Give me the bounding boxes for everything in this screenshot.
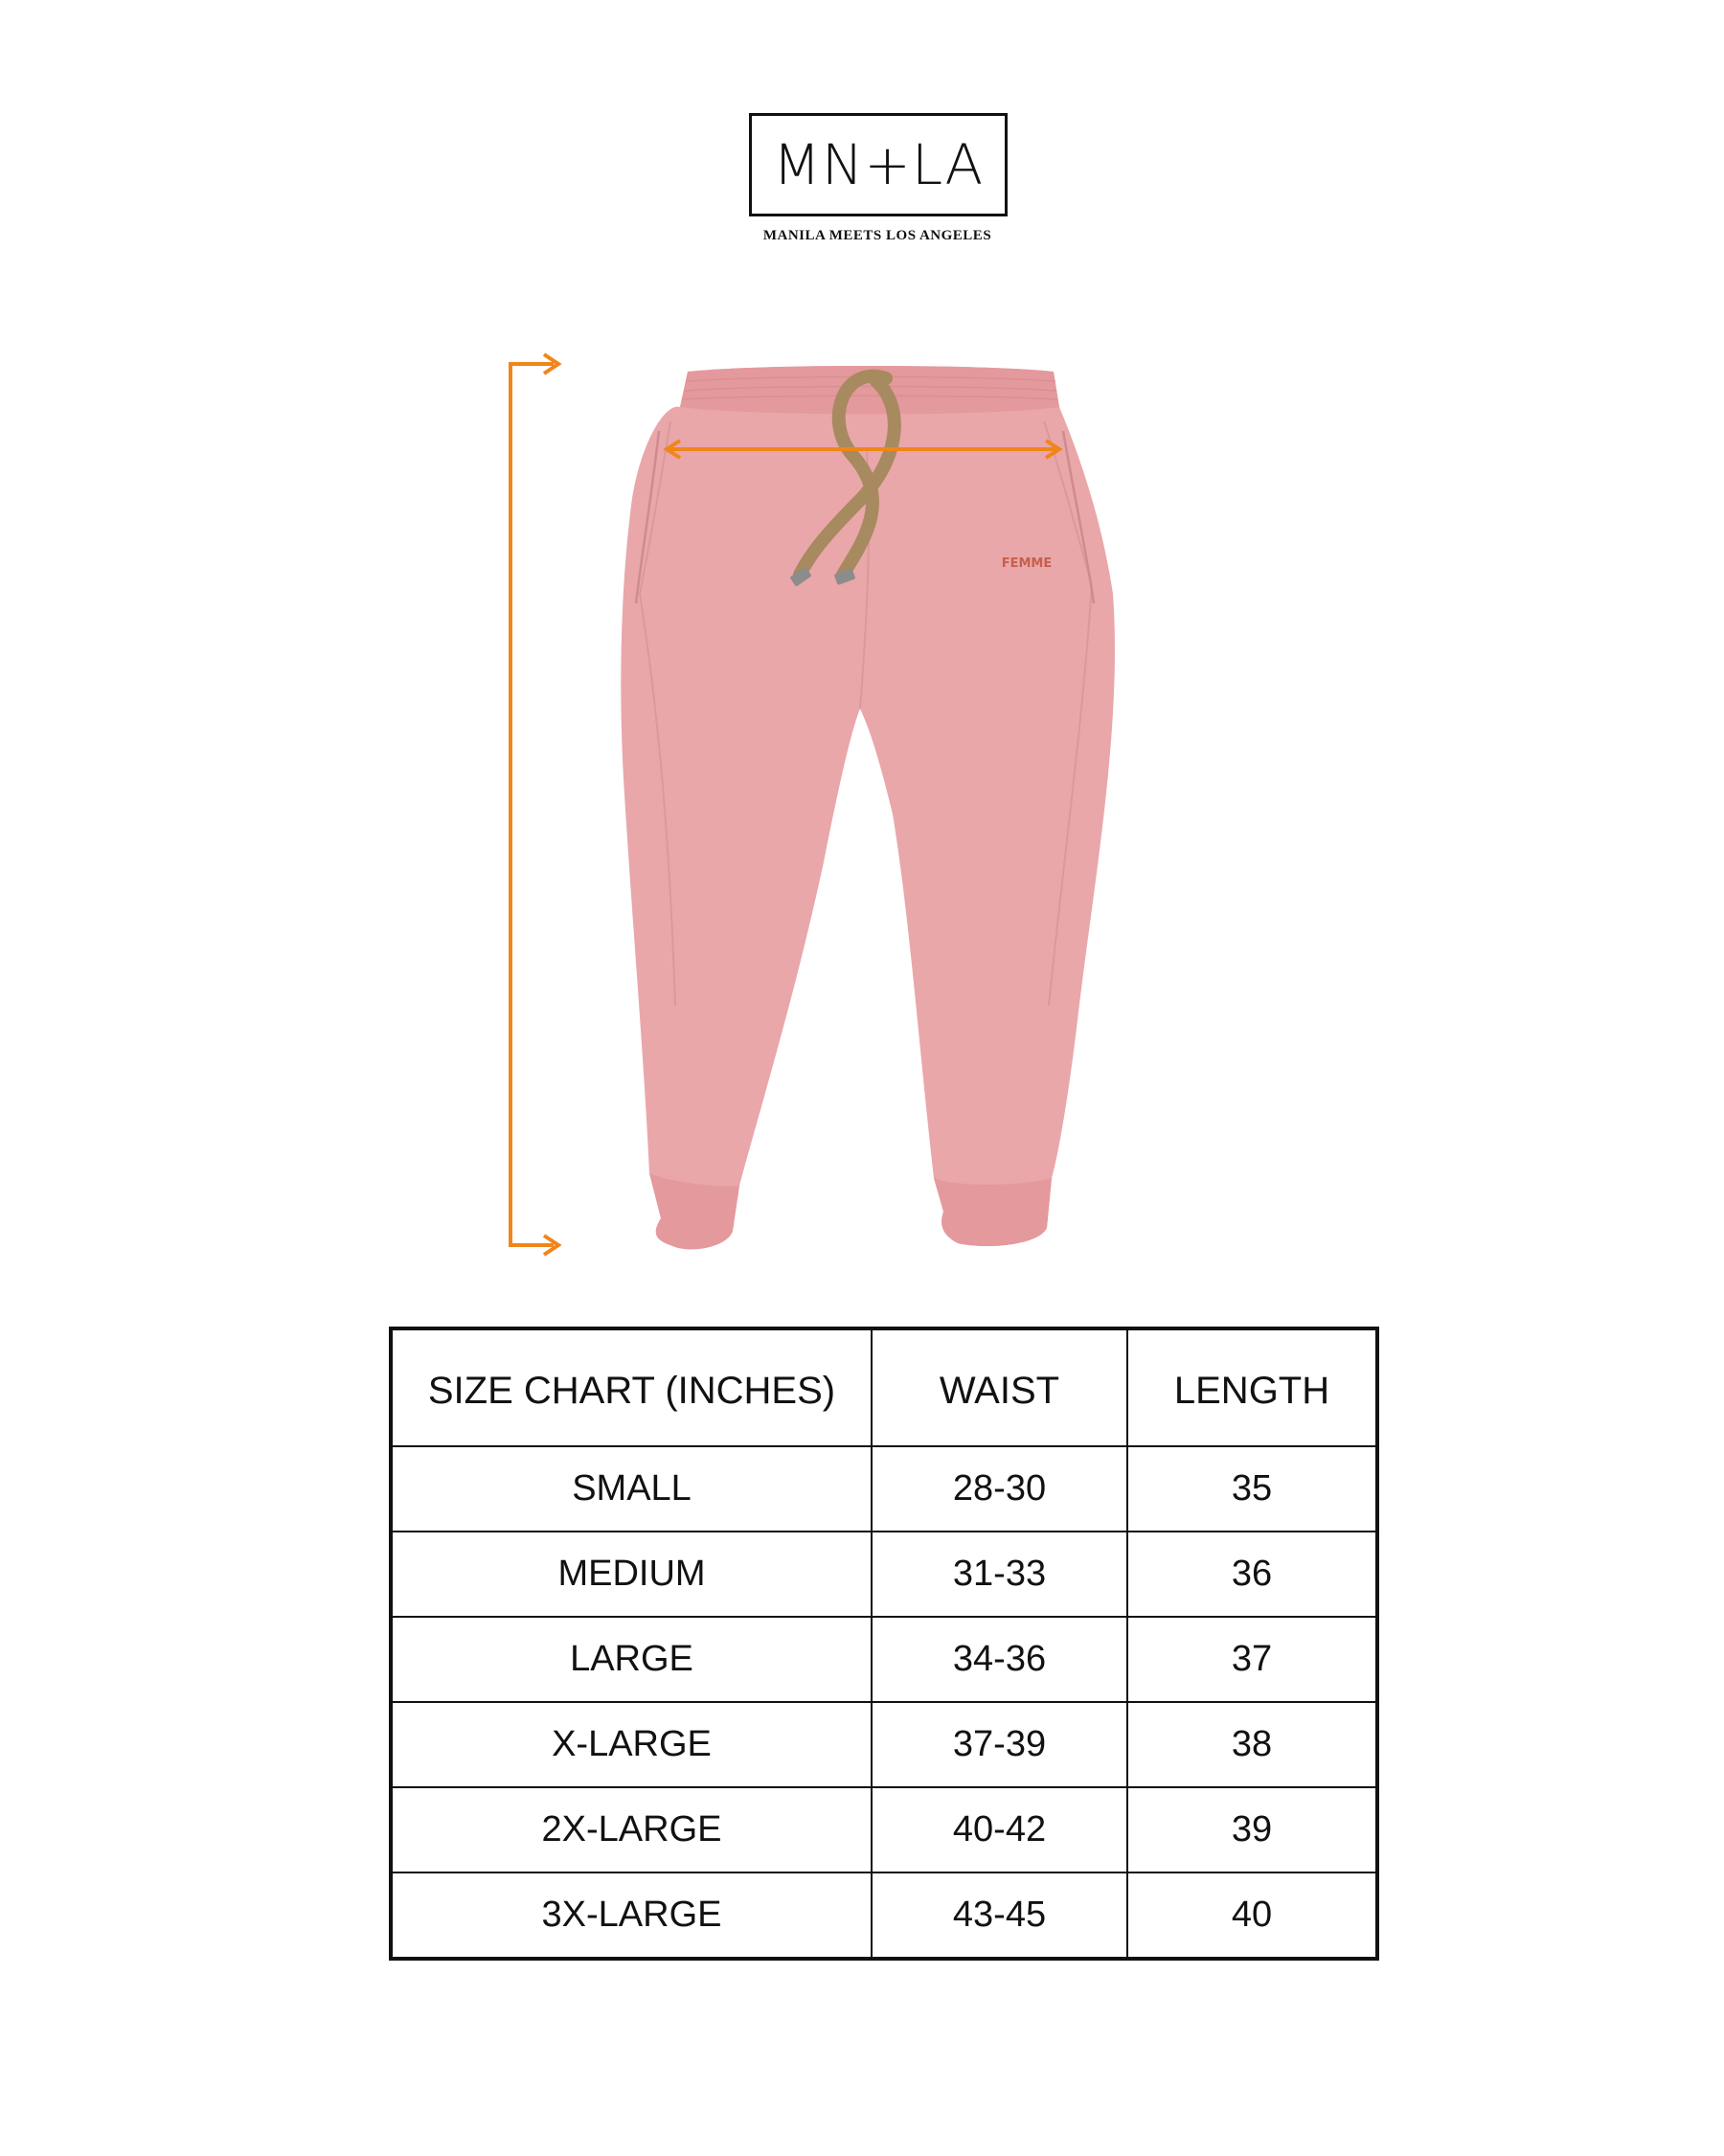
length-cell: 37 <box>1127 1617 1377 1702</box>
length-cell: 35 <box>1127 1446 1377 1532</box>
length-cell: 39 <box>1127 1787 1377 1872</box>
size-chart-table <box>389 1327 1379 1961</box>
waist-cell: 28-30 <box>872 1446 1127 1532</box>
size-cell: 2X-LARGE <box>391 1787 872 1872</box>
brand-tagline: MANILA MEETS LOS ANGELES <box>762 228 992 243</box>
header-size-chart: SIZE CHART (INCHES) <box>391 1328 872 1446</box>
size-cell: 3X-LARGE <box>391 1872 872 1959</box>
waist-cell: 40-42 <box>872 1787 1127 1872</box>
table-row <box>391 1446 1377 1532</box>
size-cell: LARGE <box>391 1617 872 1702</box>
size-cell: MEDIUM <box>391 1532 872 1617</box>
table-header-row <box>391 1328 1377 1446</box>
table-row <box>391 1787 1377 1872</box>
waist-cell: 37-39 <box>872 1702 1127 1787</box>
length-cell: 38 <box>1127 1702 1377 1787</box>
waist-cell: 43-45 <box>872 1872 1127 1959</box>
size-cell: SMALL <box>391 1446 872 1532</box>
waist-cell: 31-33 <box>872 1532 1127 1617</box>
table-row <box>391 1617 1377 1702</box>
header-waist: WAIST <box>872 1328 1127 1446</box>
chest-print: FEMME <box>1001 556 1053 571</box>
length-cell: 40 <box>1127 1872 1377 1959</box>
length-measure-arrow <box>510 354 558 1255</box>
header-length: LENGTH <box>1127 1328 1377 1446</box>
brand-wordmark: MN+LA <box>772 132 985 197</box>
table-row <box>391 1702 1377 1787</box>
sweatpants-image <box>621 366 1115 1249</box>
length-cell: 36 <box>1127 1532 1377 1617</box>
right-cuff <box>934 1178 1052 1246</box>
waist-cell: 34-36 <box>872 1617 1127 1702</box>
table-row <box>391 1872 1377 1959</box>
table-row <box>391 1532 1377 1617</box>
size-cell: X-LARGE <box>391 1702 872 1787</box>
